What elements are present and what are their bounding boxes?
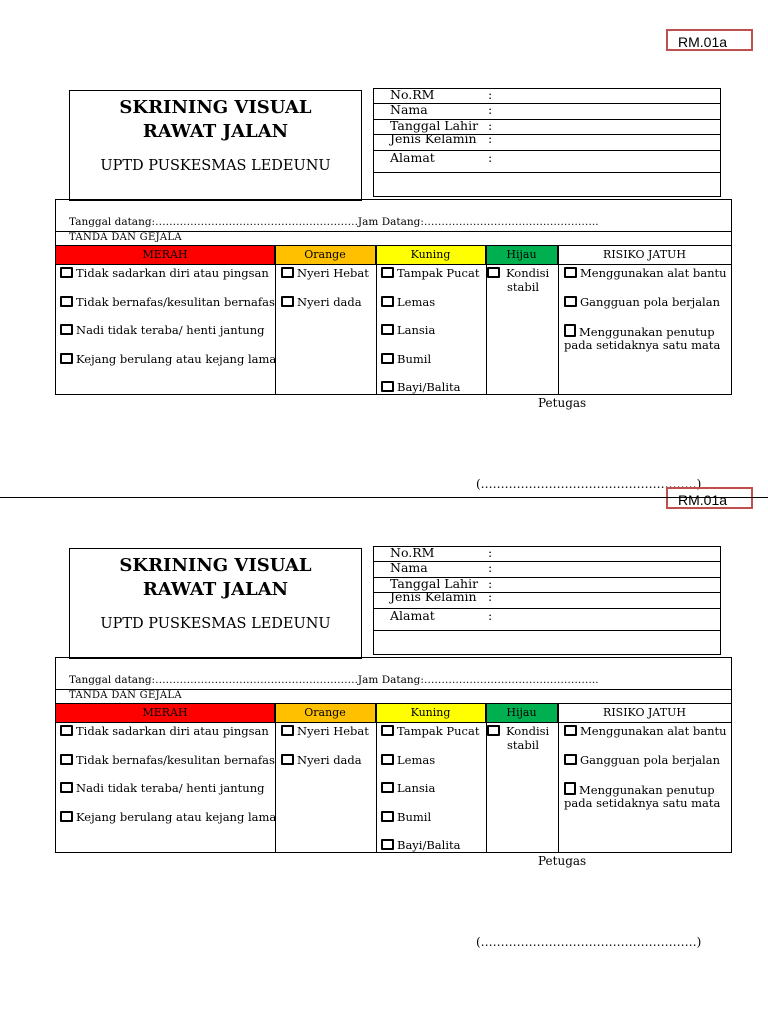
checkbox-kuning-3[interactable]: Lansia [381, 781, 435, 795]
category-orange: Orange [275, 246, 376, 264]
form-code: RM.01a [666, 487, 753, 509]
screening-form [0, 0, 768, 500]
title-box [69, 548, 362, 659]
checkbox-merah-4[interactable]: Kejang berulang atau kejang lama [60, 352, 276, 366]
checkbox-icon [381, 267, 394, 278]
checkbox-kuning-4[interactable]: Bumil [381, 810, 431, 824]
title-line-1: SKRINING VISUAL [119, 555, 312, 576]
id-row-tanggal-lahir[interactable]: Tanggal Lahir : [374, 578, 720, 593]
checkbox-merah-1[interactable]: Tidak sadarkan diri atau pingsan [60, 724, 269, 738]
checkbox-merah-3[interactable]: Nadi tidak teraba/ henti jantung [60, 323, 264, 337]
risiko-item-continued: pada setidaknya satu mata [564, 338, 721, 352]
checkbox-kuning-4[interactable]: Bumil [381, 352, 431, 366]
category-kuning: Kuning [376, 704, 486, 722]
checkbox-merah-3[interactable]: Nadi tidak teraba/ henti jantung [60, 781, 264, 795]
checkbox-kuning-3[interactable]: Lansia [381, 323, 435, 337]
category-merah: MERAH [56, 704, 275, 722]
checkbox-risiko-3[interactable]: Menggunakan penutup [564, 782, 715, 797]
checkbox-icon [381, 353, 394, 364]
id-row-alamat[interactable]: Alamat : [374, 151, 720, 173]
checkbox-orange-1[interactable]: Nyeri Hebat [281, 266, 369, 280]
divider [275, 704, 276, 852]
checkbox-icon [564, 754, 577, 765]
checkbox-icon [60, 782, 73, 793]
id-row-jenis-kelamin[interactable]: Jenis Kelamin : [374, 593, 720, 609]
checkbox-icon [60, 725, 73, 736]
checkbox-merah-4[interactable]: Kejang berulang atau kejang lama [60, 810, 276, 824]
patient-id-box [373, 546, 721, 655]
checkbox-icon [564, 782, 576, 795]
checkbox-risiko-2[interactable]: Gangguan pola berjalan [564, 295, 720, 309]
title-box [69, 90, 362, 201]
title-line-1: SKRINING VISUAL [119, 97, 312, 118]
divider [558, 704, 559, 852]
form-code: RM.01a [666, 29, 753, 51]
checkbox-icon [281, 267, 294, 278]
category-risiko-jatuh: RISIKO JATUH [603, 706, 686, 719]
checkbox-risiko-2[interactable]: Gangguan pola berjalan [564, 753, 720, 767]
category-hijau: Hijau [486, 704, 558, 722]
checkbox-icon [381, 381, 394, 392]
page-divider [0, 497, 768, 498]
triage-table [55, 657, 732, 853]
checkbox-icon [60, 324, 73, 335]
checkbox-orange-1[interactable]: Nyeri Hebat [281, 724, 369, 738]
checkbox-merah-1[interactable]: Tidak sadarkan diri atau pingsan [60, 266, 269, 280]
checkbox-icon [381, 782, 394, 793]
id-row-alamat-continued[interactable] [374, 631, 720, 654]
signature-line[interactable]: (………………………………………………) [476, 477, 702, 491]
divider [56, 722, 731, 723]
officer-label: Petugas [538, 396, 587, 410]
checkbox-icon [381, 811, 394, 822]
facility-name: UPTD PUSKESMAS LEDEUNU [100, 616, 331, 632]
category-kuning: Kuning [376, 246, 486, 264]
checkbox-icon [60, 754, 73, 765]
checkbox-kuning-2[interactable]: Lemas [381, 295, 435, 309]
divider [56, 264, 731, 265]
checkbox-icon [564, 267, 577, 278]
signature-line[interactable]: (………………………………………………) [476, 935, 702, 949]
id-row-no-rm[interactable]: No.RM : [374, 547, 720, 562]
checkbox-icon [564, 725, 577, 736]
category-merah: MERAH [56, 246, 275, 264]
checkbox-icon [381, 725, 394, 736]
divider [275, 246, 276, 394]
officer-label: Petugas [538, 854, 587, 868]
checkbox-merah-2[interactable]: Tidak bernafas/kesulitan bernafas [60, 295, 275, 309]
checkbox-icon [60, 267, 73, 278]
hijau-item-continued: stabil [507, 280, 540, 294]
checkbox-kuning-5[interactable]: Bayi/Balita [381, 380, 461, 394]
id-row-nama[interactable]: Nama : [374, 562, 720, 578]
category-hijau: Hijau [486, 246, 558, 264]
arrival-date-time-line[interactable]: Tanggal datang:………………………………………………….Jam Datang:………………………………………….. [69, 674, 599, 686]
triage-table [55, 199, 732, 395]
checkbox-kuning-1[interactable]: Tampak Pucat [381, 266, 479, 280]
checkbox-hijau-1[interactable]: Kondisi [487, 724, 549, 738]
screening-form [0, 458, 768, 958]
checkbox-icon [60, 811, 73, 822]
checkbox-merah-2[interactable]: Tidak bernafas/kesulitan bernafas [60, 753, 275, 767]
checkbox-kuning-2[interactable]: Lemas [381, 753, 435, 767]
title-line-2: RAWAT JALAN [142, 121, 289, 142]
id-row-jenis-kelamin[interactable]: Jenis Kelamin : [374, 135, 720, 151]
id-row-alamat[interactable]: Alamat : [374, 609, 720, 631]
checkbox-orange-2[interactable]: Nyeri dada [281, 295, 362, 309]
checkbox-icon [487, 267, 500, 278]
checkbox-icon [381, 324, 394, 335]
checkbox-kuning-5[interactable]: Bayi/Balita [381, 838, 461, 852]
hijau-item-continued: stabil [507, 738, 540, 752]
checkbox-icon [60, 296, 73, 307]
divider [376, 246, 377, 394]
category-orange: Orange [275, 704, 376, 722]
id-row-tanggal-lahir[interactable]: Tanggal Lahir : [374, 120, 720, 135]
checkbox-icon [487, 725, 500, 736]
checkbox-risiko-3[interactable]: Menggunakan penutup [564, 324, 715, 339]
id-row-nama[interactable]: Nama : [374, 104, 720, 120]
risiko-item-continued: pada setidaknya satu mata [564, 796, 721, 810]
checkbox-icon [564, 324, 576, 337]
checkbox-icon [564, 296, 577, 307]
checkbox-icon [381, 839, 394, 850]
symptoms-label: TANDA DAN GEJALA [69, 232, 182, 243]
facility-name: UPTD PUSKESMAS LEDEUNU [100, 158, 331, 174]
checkbox-orange-2[interactable]: Nyeri dada [281, 753, 362, 767]
title-line-2: RAWAT JALAN [142, 579, 289, 600]
checkbox-icon [281, 725, 294, 736]
checkbox-icon [281, 754, 294, 765]
checkbox-risiko-1[interactable]: Menggunakan alat bantu [564, 266, 727, 280]
arrival-date-time-line[interactable]: Tanggal datang:………………………………………………….Jam Datang:………………………………………….. [69, 216, 599, 228]
checkbox-icon [281, 296, 294, 307]
id-row-no-rm[interactable]: No.RM : [374, 89, 720, 104]
id-row-alamat-continued[interactable] [374, 173, 720, 196]
divider [376, 704, 377, 852]
symptoms-label: TANDA DAN GEJALA [69, 690, 182, 701]
checkbox-icon [381, 754, 394, 765]
category-risiko-jatuh: RISIKO JATUH [603, 248, 686, 261]
patient-id-box [373, 88, 721, 197]
checkbox-icon [60, 353, 73, 364]
checkbox-kuning-1[interactable]: Tampak Pucat [381, 724, 479, 738]
checkbox-icon [381, 296, 394, 307]
checkbox-risiko-1[interactable]: Menggunakan alat bantu [564, 724, 727, 738]
checkbox-hijau-1[interactable]: Kondisi [487, 266, 549, 280]
divider [558, 246, 559, 394]
